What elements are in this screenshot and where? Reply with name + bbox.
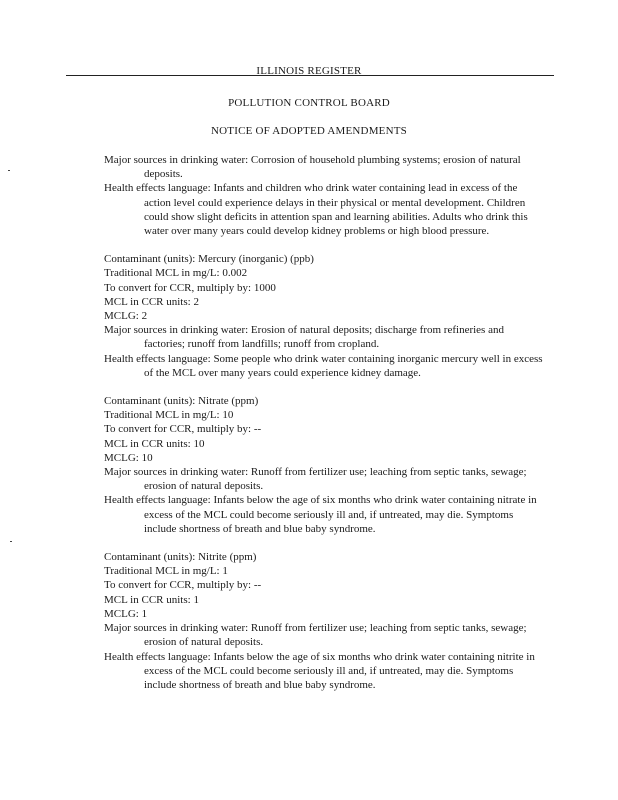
nitrite-mcl-mg: Traditional MCL in mg/L: 1: [104, 565, 228, 578]
mercury-health-effects: Health effects language: Some people who drink water containing inorganic mercury well in excess of the MCL over many years could experience kidney damage.: [104, 352, 543, 379]
nitrite-convert: To convert for CCR, multiply by: --: [104, 579, 262, 592]
nitrite-sources: Major sources in drinking water: Runoff from fertilizer use; leaching from septic tanks, sewage; erosion of natural deposits.: [104, 622, 527, 649]
section-gap: [104, 380, 544, 394]
header-rule: [66, 75, 554, 76]
scan-speck: [10, 541, 12, 542]
mercury-convert: To convert for CCR, multiply by: 1000: [104, 281, 276, 294]
nitrate-section: [104, 394, 544, 536]
section-gap: [104, 536, 544, 550]
mercury-mcl-ccr: MCL in CCR units: 2: [104, 295, 199, 308]
nitrite-section: [104, 550, 544, 692]
lead-sources: Major sources in drinking water: Corrosion of household plumbing systems; erosion of natural deposits.: [104, 154, 521, 181]
mercury-section: [104, 252, 544, 380]
nitrite-mcl-ccr: MCL in CCR units: 1: [104, 593, 199, 606]
nitrite-contaminant: Contaminant (units): Nitrite (ppm): [104, 551, 257, 564]
register-title: ILLINOIS REGISTER: [256, 65, 362, 77]
nitrate-sources: Major sources in drinking water: Runoff from fertilizer use; leaching from septic tanks, sewage; erosion of natural deposits.: [104, 466, 527, 493]
lead-health-effects: Health effects language: Infants and children who drink water containing lead in excess of the action level could experience delays in their physical or mental development. Children could show slight deficits in attention span and learning abilities. Adults who drink this water over many years could develop kidney problems or high blood pressure.: [104, 182, 528, 238]
mercury-sources: Major sources in drinking water: Erosion of natural deposits; discharge from refineries and factories; runoff from landfills; runoff from cropland.: [104, 324, 504, 351]
notice-title: NOTICE OF ADOPTED AMENDMENTS: [211, 125, 407, 137]
nitrate-mclg: MCLG: 10: [104, 451, 153, 464]
scan-speck: [8, 170, 10, 171]
lead-section: [104, 153, 544, 238]
nitrite-health-effects: Health effects language: Infants below the age of six months who drink water containing nitrite in excess of the MCL could become seriously ill and, if untreated, may die. Symptoms include shortness of breath and blue baby syndrome.: [104, 650, 535, 691]
nitrate-mcl-ccr: MCL in CCR units: 10: [104, 437, 205, 450]
nitrate-convert: To convert for CCR, multiply by: --: [104, 423, 262, 436]
mercury-contaminant: Contaminant (units): Mercury (inorganic) (ppb): [104, 253, 314, 266]
mercury-mclg: MCLG: 2: [104, 310, 148, 323]
mercury-mcl-mg: Traditional MCL in mg/L: 0.002: [104, 267, 248, 280]
nitrate-contaminant: Contaminant (units): Nitrate (ppm): [104, 395, 259, 408]
nitrate-mcl-mg: Traditional MCL in mg/L: 10: [104, 409, 234, 422]
nitrite-mclg: MCLG: 1: [104, 607, 148, 620]
board-title: POLLUTION CONTROL BOARD: [228, 97, 390, 109]
nitrate-health-effects: Health effects language: Infants below the age of six months who drink water containing nitrate in excess of the MCL could become seriously ill and, if untreated, may die. Symptoms include shortness of breath and blue baby syndrome.: [104, 494, 537, 535]
section-gap: [104, 238, 544, 252]
document-body: [104, 153, 544, 692]
